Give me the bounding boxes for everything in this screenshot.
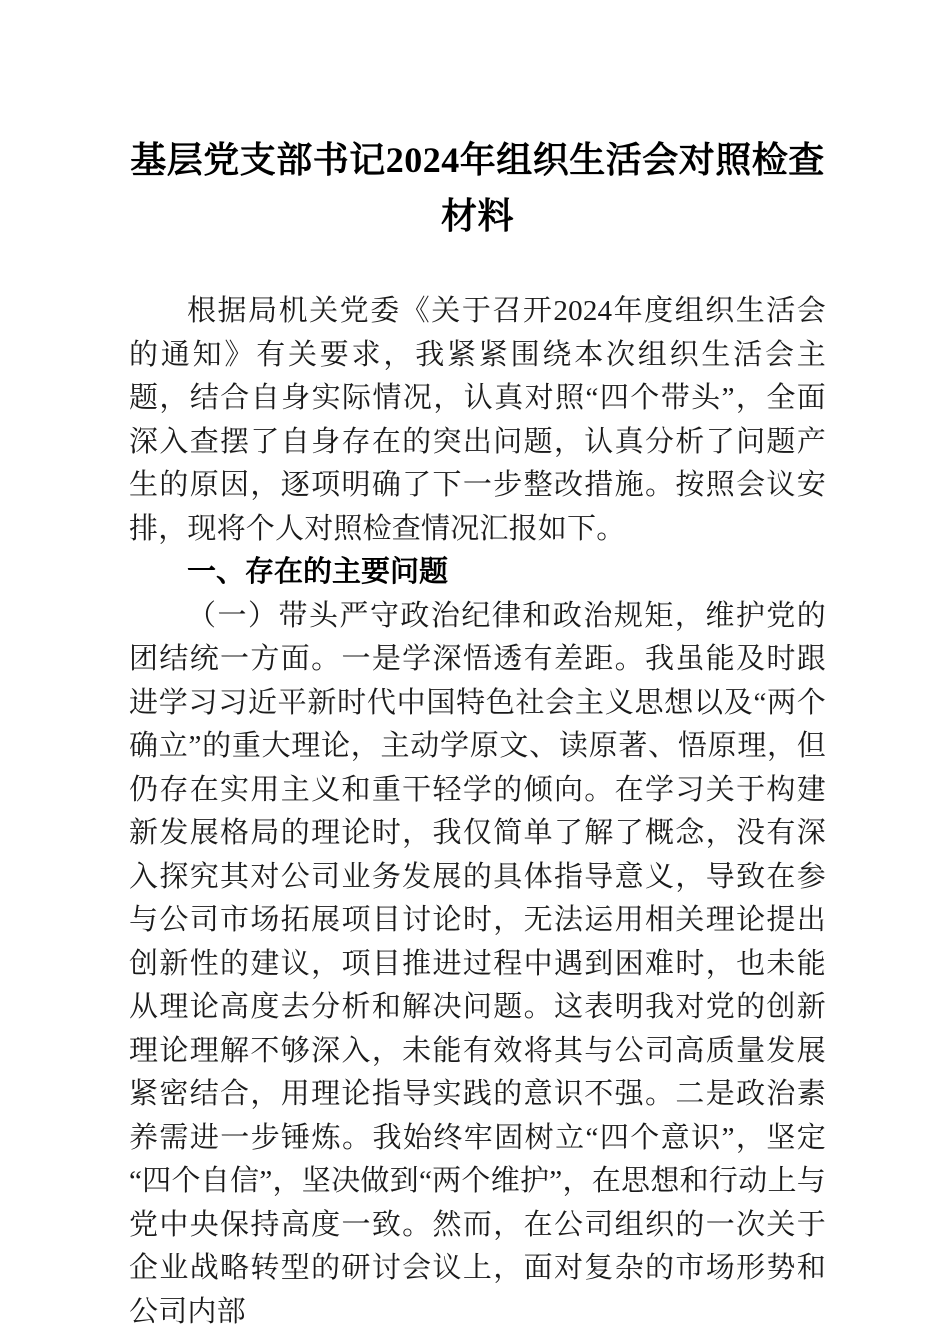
title-spacer: [129, 244, 826, 290]
intro-paragraph: 根据局机关党委《关于召开2024年度组织生活会的通知》有关要求，我紧紧围绕本次组织生活会主题，结合自身实际情况，认真对照“四个带头”，全面深入查摆了自身存在的突出问题，认真分析了问题产生的原因，逐项明确了下一步整改措施。按照会议安排，现将个人对照检查情况汇报如下。: [129, 295, 826, 545]
subsection-paragraph-1: （一）带头严守政治纪律和政治规矩，维护党的团结统一方面。一是学深悟透有差距。我虽能及时跟进学习习近平新时代中国特色社会主义思想以及“两个确立”的重大理论，主动学原文、读原著、悟原理，但仍存在实用主义和重干轻学的倾向。在学习关于构建新发展格局的理论时，我仅简单了解了概念，没有深入探究其对公司业务发展的具体指导意义，导致在参与公司市场拓展项目讨论时，无法运用相关理论提出创新性的建议，项目推进过程中遇到困难时，也未能从理论高度去分析和解决问题。这表明我对党的创新理论理解不够深入，未能有效将其与公司高质量发展紧密结合，用理论指导实践的意识不强。二是政治素养需进一步锤炼。我始终牢固树立“四个意识”，坚定“四个自信”，坚决做到“两个维护”，在思想和行动上与党中央保持高度一致。然而，在公司组织的一次关于企业战略转型的研讨会议上，面对复杂的市场形势和公司内部: [129, 599, 826, 1328]
document-content: [129, 0, 826, 1334]
section-heading-1: 一、存在的主要问题: [187, 556, 449, 588]
page-title: 基层党支部书记2024年组织生活会对照检查材料: [130, 140, 825, 236]
